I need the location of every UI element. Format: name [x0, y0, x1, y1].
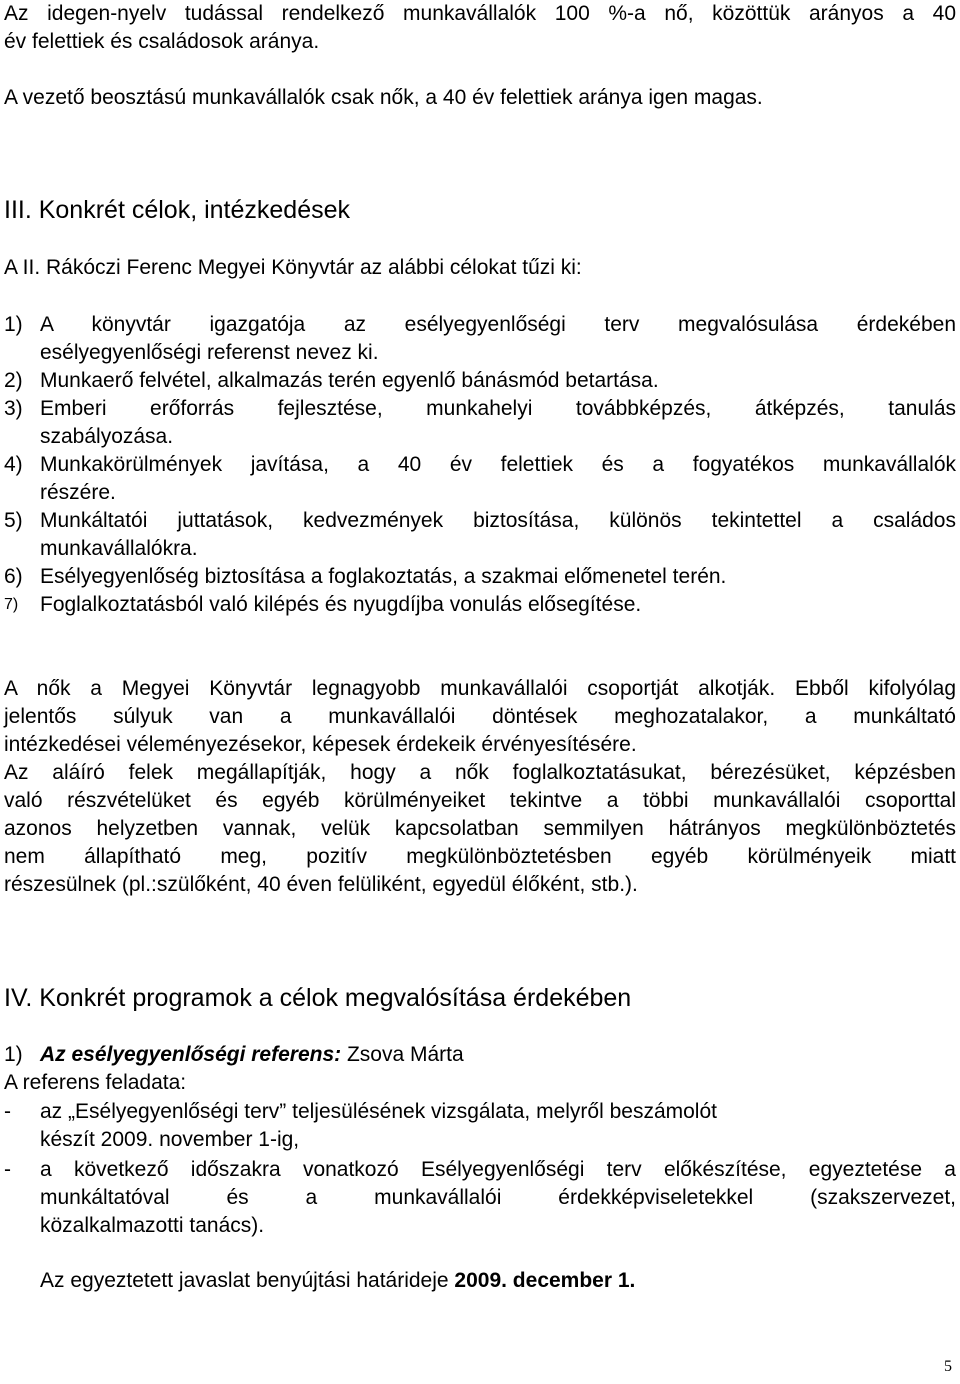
- list-item: [4, 451, 956, 507]
- section-4-heading: IV. Konkrét programok a célok megvalósítása érdekében: [4, 984, 632, 1012]
- deadline-line: [40, 1267, 635, 1295]
- referent-name: Zsova Márta: [341, 1043, 464, 1066]
- list-item: [4, 507, 956, 563]
- list-item-number: 2): [4, 369, 23, 392]
- section-3-lead: A II. Rákóczi Ferenc Megyei Könyvtár az alábbi célokat tűzi ki:: [4, 256, 582, 279]
- list-item-text: Munkaerő felvétel, alkalmazás terén egyenlő bánásmód betartása.: [40, 369, 659, 392]
- task-text-cont: munkáltatóval és a munkavállalói érdekképviseletekkel (szakszervezet,: [40, 1186, 956, 1209]
- list-item-text: Munkáltatói juttatások, kedvezmények biztosítása, különös tekintettel a családos: [40, 509, 956, 532]
- list-item: [4, 311, 956, 367]
- tasks-lead: A referens feladata:: [4, 1071, 187, 1094]
- list-item: [4, 395, 956, 451]
- paragraph-line: intézkedései véleményezésekor, képesek érdekeik érvényesítésére.: [4, 733, 637, 756]
- list-item-text: Emberi erőforrás fejlesztése, munkahelyi továbbképzés, átképzés, tanulás: [40, 397, 956, 420]
- paragraph-line: Az aláíró felek megállapítják, hogy a nők foglalkoztatásukat, bérezésüket, képzésben: [4, 761, 956, 784]
- list-item-text-cont: szabályozása.: [40, 425, 174, 448]
- task-text-cont: közalkalmazotti tanács).: [40, 1214, 265, 1237]
- deadline-date: 2009. december 1.: [454, 1269, 636, 1292]
- section-3-heading: III. Konkrét célok, intézkedések: [4, 196, 351, 224]
- paragraph-line: A nők a Megyei Könyvtár legnagyobb munkavállalói csoportját alkotják. Ebből kifolyólag: [4, 677, 956, 700]
- paragraph-line: részesülnek (pl.:szülőként, 40 éven felüliként, egyedül élőként, stb.).: [4, 873, 638, 896]
- list-item-number: 3): [4, 397, 23, 420]
- referent-item: [4, 1041, 956, 1069]
- intro-line-2: év felettiek és családosok aránya.: [4, 30, 320, 53]
- list-item-number: 4): [4, 453, 23, 476]
- list-item: [4, 563, 956, 591]
- paragraph-women-group: [4, 675, 956, 759]
- list-item-text: Munkakörülmények javítása, a 40 év felettiek és a fogyatékos munkavállalók: [40, 453, 956, 476]
- paragraph-line: nem állapítható meg, pozitív megkülönböztetésben egyéb körülményeik miatt: [4, 845, 956, 868]
- task-text: az „Esélyegyenlőségi terv” teljesülésének vizsgálata, melyről beszámolót: [40, 1100, 717, 1123]
- task-text-cont: készít 2009. november 1-ig,: [40, 1128, 300, 1151]
- intro-line-1: Az idegen-nyelv tudással rendelkező munkavállalók 100 %-a nő, közöttük arányos a 40: [4, 2, 956, 25]
- task-item: [4, 1156, 956, 1240]
- list-item-number: 1): [4, 313, 23, 336]
- task-dash: -: [4, 1100, 11, 1123]
- list-item-text-cont: esélyegyenlőségi referenst nevez ki.: [40, 341, 379, 364]
- list-item-number: 7): [4, 596, 19, 613]
- paragraph-line: való részvételüket és egyéb körülményeiket tekintve a többi munkavállalói csoporttal: [4, 789, 956, 812]
- referent-label: Az esélyegyenlőségi referens:: [40, 1043, 342, 1066]
- list-item-text-cont: részére.: [40, 481, 116, 504]
- list-item-text: Esélyegyenlőség biztosítása a foglakoztatás, a szakmai előmenetel terén.: [40, 565, 727, 588]
- paragraph-line: jelentős súlyuk van a munkavállalói döntések meghozatalakor, a munkáltató: [4, 705, 956, 728]
- task-dash: -: [4, 1158, 11, 1181]
- referent-item-number: 1): [4, 1043, 23, 1066]
- list-item-text: Foglalkoztatásból való kilépés és nyugdíjba vonulás elősegítése.: [40, 593, 642, 616]
- page-number: 5: [944, 1358, 952, 1375]
- list-item-number: 6): [4, 565, 23, 588]
- list-item-text: A könyvtár igazgatója az esélyegyenlőségi terv megvalósulása érdekében: [40, 313, 956, 336]
- intro-line-3: A vezető beosztású munkavállalók csak nők, a 40 év felettiek aránya igen magas.: [4, 86, 763, 109]
- list-item-text-cont: munkavállalókra.: [40, 537, 198, 560]
- paragraph-line: azonos helyzetben vannak, velük kapcsolatban semmilyen hátrányos megkülönböztetés: [4, 817, 956, 840]
- paragraph-parties: [4, 759, 956, 899]
- task-text: a következő időszakra vonatkozó Esélyegyenlőségi terv előkészítése, egyeztetése a: [40, 1158, 956, 1181]
- task-item: [4, 1098, 956, 1154]
- list-item: [4, 591, 956, 619]
- list-item-number: 5): [4, 509, 23, 532]
- goals-list: [4, 311, 956, 619]
- deadline-text: Az egyeztetett javaslat benyújtási határideje: [40, 1269, 455, 1292]
- list-item: [4, 367, 956, 395]
